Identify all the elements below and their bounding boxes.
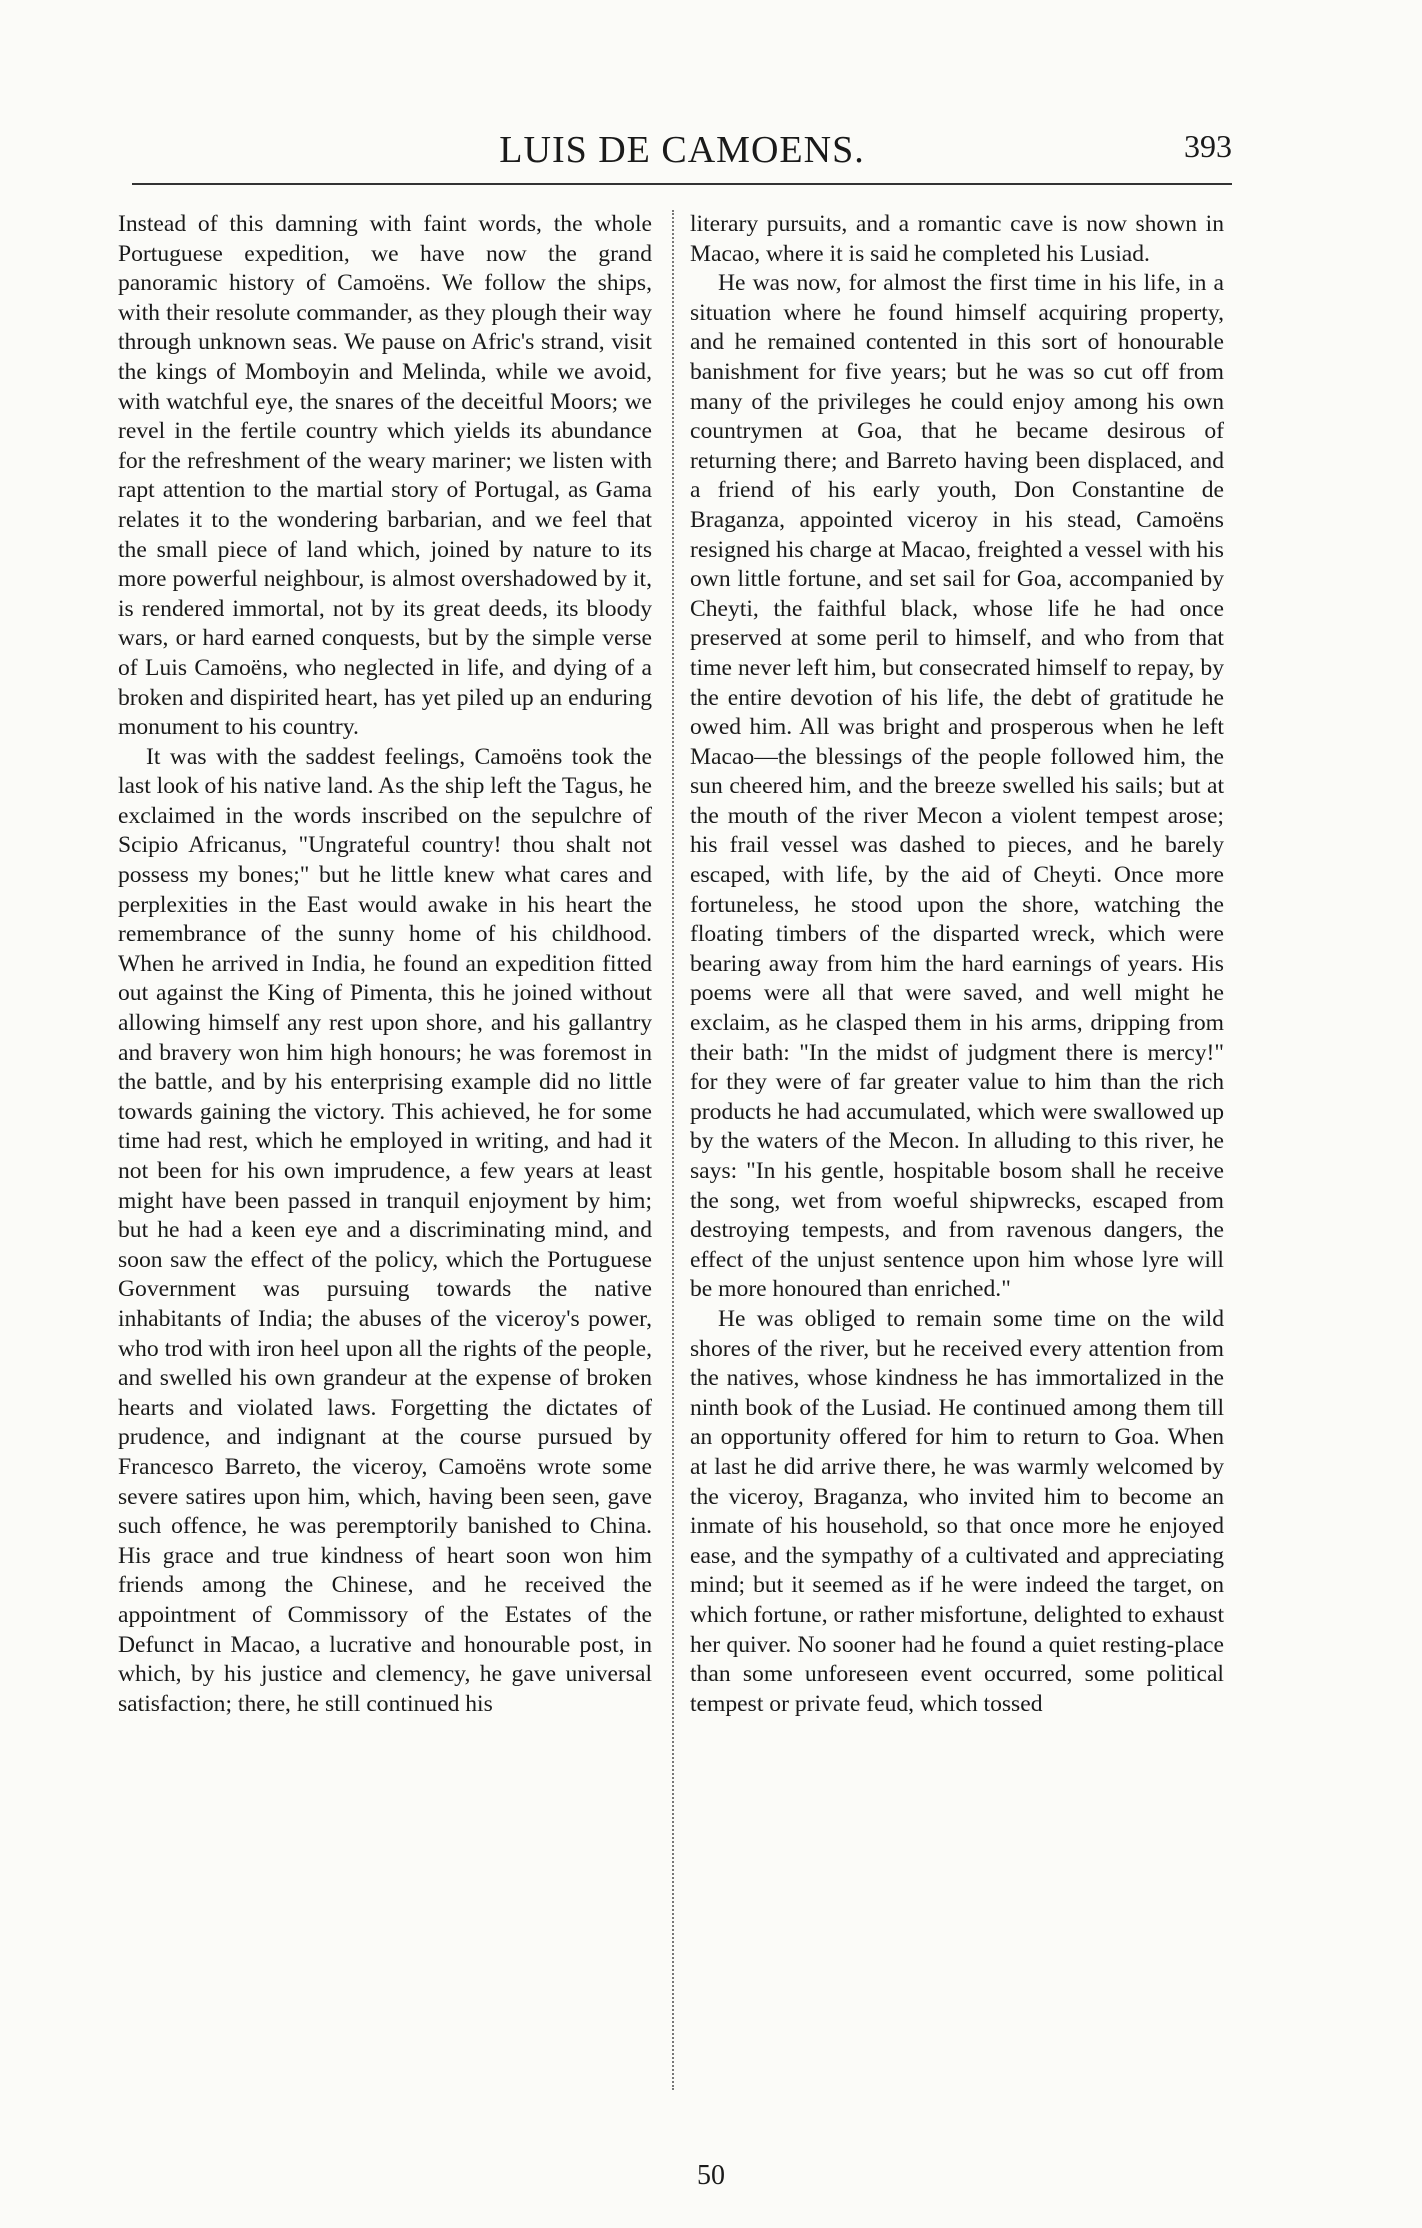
paragraph: Instead of this damning with faint words, the whole Portuguese expedition, we have now the grand panoramic history of Camoëns. We follow the ships, with their resolute commander, as they plough their way through unknown seas. We pause on Afric's strand, visit the kings of Momboyin and Melinda, while we avoid, with watchful eye, the snares of the deceitful Moors; we revel in the fertile country which yields its abundance for the refreshment of the weary mariner; we listen with rapt attention to the martial story of Portugal, as Gama relates it to the wondering barbarian, and we feel that the small piece of land which, joined by nature to its more powerful neighbour, is almost overshadowed by it, is rendered immortal, not by its great deeds, its bloody wars, or hard earned conquests, but by the simple verse of Luis Camoëns, who neglected in life, and dying of a broken and dispirited heart, has yet piled up an enduring monument to his country. (118, 211, 652, 741)
paragraph: He was obliged to remain some time on the wild shores of the river, but he received every attention from the natives, whose kindness he has immortalized in the ninth book of the Lusiad. He continued among them till an opportunity offered for him to return to Goa. When at last he did arrive there, he was warmly welcomed by the viceroy, Braganza, who invited him to become an inmate of his household, so that once more he enjoyed ease, and the sympathy of a cultivated and appreciating mind; but it seemed as if he were indeed the target, on which fortune, or rather misfortune, delighted to exhaust her quiver. No sooner had he found a quiet resting-place than some unforeseen event occurred, some political tempest or private feud, which tossed (690, 1305, 1224, 1717)
header-rule (132, 183, 1232, 185)
column-divider (672, 210, 674, 2090)
right-column (690, 210, 1224, 1719)
left-column (118, 210, 652, 1719)
running-header (132, 128, 1232, 178)
page-number: 393 (1184, 128, 1232, 164)
signature-mark: 50 (697, 2160, 725, 2191)
paragraph: He was now, for almost the first time in his life, in a situation where he found himself acquiring property, and he remained contented in this sort of honourable banishment for five years; but he was so cut off from many of the privileges he could enjoy among his own countrymen at Goa, that he became desirous of returning there; and Barreto having been displaced, and a friend of his early youth, Don Constantine de Braganza, appointed viceroy in his stead, Camoëns resigned his charge at Macao, freighted a vessel with his own little fortune, and set sail for Goa, accompanied by Cheyti, the faithful black, whose life he had once preserved at some peril to himself, and who from that time never left him, but consecrated himself to repay, by the entire devotion of his life, the debt of gratitude he owed him. All was bright and prosperous when he left Macao—the blessings of the people followed him, the sun cheered him, and the breeze swelled his sails; but at the mouth of the river Mecon a violent tempest arose; his frail vessel was dashed to pieces, and he barely escaped, with life, by the aid of Cheyti. Once more fortuneless, he stood upon the shore, watching the floating timbers of the disparted wreck, which were bearing away from him the hard earnings of years. His poems were all that were saved, and well might he exclaim, as he clasped them in his arms, dripping from their bath: "In the midst of judgment there is mercy!" for they were of far greater value to him than the rich products he had accumulated, which were swallowed up by the waters of the Mecon. In alluding to this river, he says: "In his gentle, hospitable bosom shall he receive the song, wet from woeful shipwrecks, escaped from destroying tempests, and from ravenous dangers, the effect of the unjust sentence upon him whose lyre will be more honoured than enriched." (690, 270, 1224, 1303)
paragraph: It was with the saddest feelings, Camoëns took the last look of his native land. As the ship left the Tagus, he exclaimed in the words inscribed on the sepulchre of Scipio Africanus, "Ungrateful country! thou shalt not possess my bones;" but he little knew what cares and perplexities in the East would awake in his heart the remembrance of the sunny home of his childhood. When he arrived in India, he found an expedition fitted out against the King of Pimenta, this he joined without allowing himself any rest upon shore, and his gallantry and bravery won him high honours; he was foremost in the battle, and by his enterprising example did no little towards gaining the victory. This achieved, he for some time had rest, which he employed in writing, and had it not been for his own imprudence, a few years at least might have been passed in tranquil enjoyment by him; but he had a keen eye and a discriminating mind, and soon saw the effect of the policy, which the Portuguese Government was pursuing towards the native inhabitants of India; the abuses of the viceroy's power, who trod with iron heel upon all the rights of the people, and swelled his own grandeur at the expense of broken hearts and violated laws. Forgetting the dictates of prudence, and indignant at the course pursued by Francesco Barreto, the viceroy, Camoëns wrote some severe satires upon him, which, having been seen, gave such offence, he was peremptorily banished to China. His grace and true kindness of heart soon won him friends among the Chinese, and he received the appointment of Commissory of the Estates of the Defunct in Macao, a lucrative and honourable post, in which, by his justice and clemency, he gave universal satisfaction; there, he still continued his (118, 743, 652, 1717)
running-title: LUIS DE CAMOENS. (499, 129, 865, 171)
paragraph: literary pursuits, and a romantic cave is now shown in Macao, where it is said he completed his Lusiad. (690, 211, 1224, 267)
